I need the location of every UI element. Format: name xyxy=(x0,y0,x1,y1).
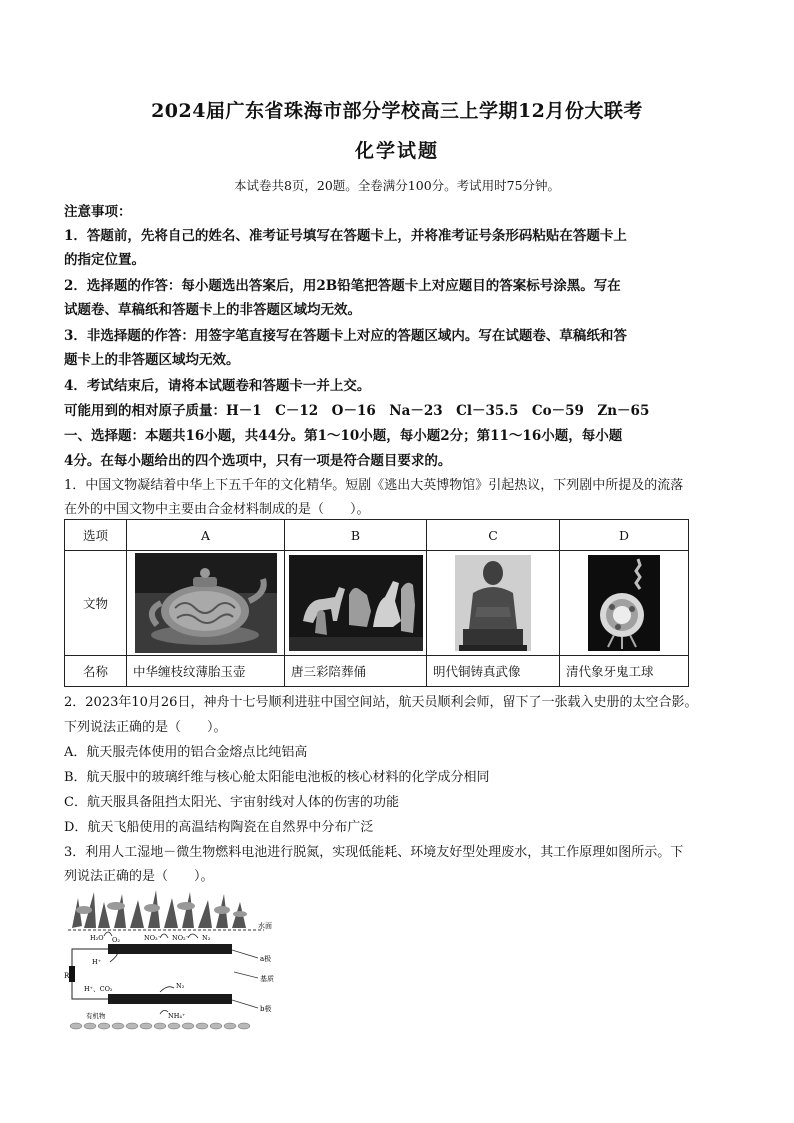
note-line-4: 试题卷、草稿纸和答题卡上的非答题区域均无效。 xyxy=(64,302,361,318)
label-h2o: H₂O xyxy=(90,934,104,942)
option-a: A xyxy=(127,520,285,551)
fuel-cell-diagram xyxy=(64,888,294,1030)
resistor xyxy=(69,966,75,982)
table-row xyxy=(65,520,689,551)
header-relic: 文物 xyxy=(65,551,127,656)
q2-choice-c: C．航天服具备阻挡太阳光、宇宙射线对人体的伤害的功能 xyxy=(64,795,399,810)
q2-stem-2: 下列说法正确的是（ ）。 xyxy=(64,720,227,735)
label-n2-top: N₂ xyxy=(202,934,211,942)
leader-a xyxy=(232,950,258,958)
bronze-statue-photo xyxy=(455,555,531,651)
note-line-3: 2．选择题的作答：每小题选出答案后，用2B铅笔把答题卡上对应题目的答案标号涂黑。写在 xyxy=(64,278,621,294)
note-line-2: 的指定位置。 xyxy=(64,252,145,268)
leader-matrix xyxy=(234,972,258,978)
label-b: b极 xyxy=(260,1005,272,1013)
option-c: C xyxy=(427,520,560,551)
label-no2: NO₂⁻ xyxy=(172,934,190,942)
label-nh4: NH₄⁺ xyxy=(168,1012,186,1020)
q1-stem-1: 1．中国文物凝结着中华上下五千年的文化精华。短剧《逃出大英博物馆》引起热议，下列剧中所提及的流落 xyxy=(64,478,684,493)
name-a: 中华缠枝纹薄胎玉壶 xyxy=(127,656,285,687)
label-n2-bottom: N₂ xyxy=(176,982,185,990)
relic-image-a xyxy=(127,551,285,656)
table-row xyxy=(65,551,689,656)
tri-colored-figurines-photo xyxy=(289,555,423,651)
note-line-5: 3．非选择题的作答：用签字笔直接写在答题卡上对应的答题区域内。写在试题卷、草稿纸和答 xyxy=(64,328,627,344)
section-line-1: 一、选择题：本题共16小题，共44分。第1～10小题，每小题2分；第11～16小题，每小题 xyxy=(64,428,623,444)
option-d: D xyxy=(560,520,689,551)
gravel-bed xyxy=(70,1023,250,1029)
header-name: 名称 xyxy=(65,656,127,687)
arrow-o2 xyxy=(104,932,112,936)
electrode-a xyxy=(108,944,232,954)
note-line-7: 4．考试结束后，请将本试题卷和答题卡一并上交。 xyxy=(64,378,371,394)
q2-choice-b: B．航天服中的玻璃纤维与核心舱太阳能电池板的核心材料的化学成分相同 xyxy=(64,770,490,785)
atomic-masses: 可能用到的相对原子质量：H－1 C－12 O－16 Na－23 Cl－35.5 Co－59 Zn－65 xyxy=(64,403,650,419)
ivory-ball-photo xyxy=(588,555,660,651)
name-c: 明代铜铸真武像 xyxy=(427,656,560,687)
label-o2: O₂ xyxy=(112,936,120,944)
relic-image-c xyxy=(427,551,560,656)
note-line-6: 题卡上的非答题区域均无效。 xyxy=(64,352,240,368)
exam-subject: 化学试题 xyxy=(354,140,439,162)
section-line-2: 4分。在每小题给出的四个选项中，只有一项是符合题目要求的。 xyxy=(64,453,452,469)
q2-choice-d: D．航天飞船使用的高温结构陶瓷在自然界中分布广泛 xyxy=(64,820,374,835)
note-line-1: 1．答题前，先将自己的姓名、准考证号填写在答题卡上，并将准考证号条形码粘贴在答题卡上 xyxy=(64,228,627,244)
name-b: 唐三彩陪葬俑 xyxy=(285,656,427,687)
label-hplus: H⁺ xyxy=(92,958,102,966)
exam-title: 2024届广东省珠海市部分学校高三上学期12月份大联考 xyxy=(151,100,643,122)
arrow-no2 xyxy=(188,934,198,938)
label-water: 水面 xyxy=(258,922,272,930)
q3-stem-2: 列说法正确的是（ ）。 xyxy=(64,869,214,884)
relic-image-b xyxy=(285,551,427,656)
teapot-photo xyxy=(135,553,277,653)
label-a: a极 xyxy=(260,955,272,963)
label-h-co2: H⁺、CO₂ xyxy=(84,985,113,993)
label-matrix: 基质 xyxy=(260,975,274,983)
relics-table xyxy=(64,519,689,687)
electrode-b xyxy=(108,994,232,1004)
q2-stem-1: 2．2023年10月26日，神舟十七号顺利进驻中国空间站，航天员顺利会师，留下了一张载入史册的太空合影。 xyxy=(64,695,698,710)
notes-heading: 注意事项： xyxy=(64,204,132,220)
q1-stem-2: 在外的中国文物中主要由合金材料制成的是（ ）。 xyxy=(64,502,370,517)
relic-image-d xyxy=(560,551,689,656)
arrow-n2 xyxy=(160,987,174,992)
label-r: R xyxy=(64,972,70,980)
name-d: 清代象牙鬼工球 xyxy=(560,656,689,687)
table-row xyxy=(65,656,689,687)
q3-stem-1: 3．利用人工湿地－微生物燃料电池进行脱氮，实现低能耗、环境友好型处理废水，其工作原理如图所示。下 xyxy=(64,845,684,860)
leader-b xyxy=(232,1000,258,1008)
header-option: 选项 xyxy=(65,520,127,551)
label-no3: NO₃⁻ xyxy=(144,934,162,942)
exam-info: 本试卷共8页，20题。全卷满分100分。考试用时75分钟。 xyxy=(233,178,561,193)
arrow-no3 xyxy=(160,934,168,938)
label-organic: 有机物 xyxy=(86,1012,106,1020)
arrow-nh4 xyxy=(160,1010,168,1014)
q2-choice-a: A．航天服壳体使用的铝合金熔点比纯铝高 xyxy=(64,745,308,760)
option-b: B xyxy=(285,520,427,551)
